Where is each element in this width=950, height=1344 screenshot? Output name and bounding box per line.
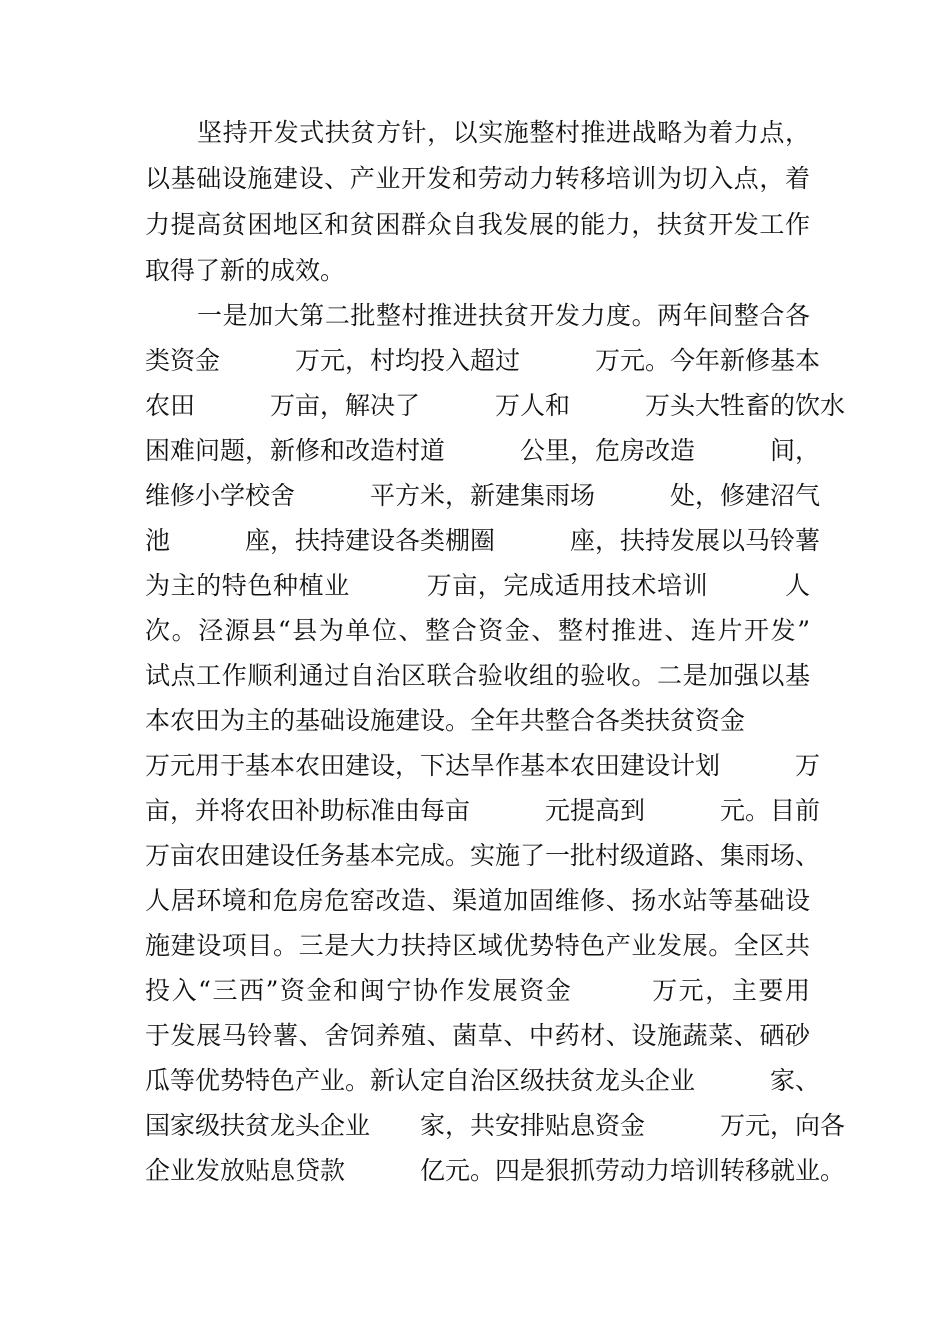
paragraph-line: 为主的特色种植业 万亩，完成适用技术培训 人 — [145, 571, 810, 600]
paragraph-line: 力提高贫困地区和贫困群众自我发展的能力，扶贫开发工作 — [145, 210, 810, 239]
paragraph-line: 企业发放贴息贷款 亿元。四是狠抓劳动力培训转移就业。 — [145, 1156, 846, 1185]
paragraph-line: 困难问题，新修和改造村道 公里，危房改造 间， — [145, 436, 821, 465]
paragraph-line: 人居环境和危房危窑改造、渠道加固维修、扬水站等基础设 — [145, 886, 810, 915]
paragraph-line: 投入“三西”资金和闽宁协作发展资金 万元，主要用 — [145, 976, 810, 1005]
paragraph-line: 类资金 万元，村均投入超过 万元。今年新修基本 — [145, 346, 821, 375]
paragraph-line: 一是加大第二批整村推进扶贫开发力度。两年间整合各 — [197, 301, 810, 330]
paragraph-line: 农田 万亩，解决了 万人和 万头大牲畜的饮水 — [145, 391, 846, 420]
paragraph-line: 次。泾源县“县为单位、整合资金、整村推进、连片开发” — [145, 616, 810, 645]
paragraph-line: 取得了新的成效。 — [145, 256, 346, 285]
paragraph-line: 维修小学校舍 平方米，新建集雨场 处，修建沼气 — [145, 481, 821, 510]
paragraph-line: 本农田为主的基础设施建设。全年共整合各类扶贫资金 — [145, 706, 746, 735]
paragraph-line: 万亩农田建设任务基本完成。实施了一批村级道路、集雨场、 — [145, 841, 821, 870]
paragraph-line: 坚持开发式扶贫方针，以实施整村推进战略为着力点， — [197, 118, 810, 147]
paragraph-line: 施建设项目。三是大力扶持区域优势特色产业发展。全区共 — [145, 931, 810, 960]
paragraph-line: 瓜等优势特色产业。新认定自治区级扶贫龙头企业 家、 — [145, 1066, 821, 1095]
paragraph-line: 试点工作顺利通过自治区联合验收组的验收。二是加强以基 — [145, 661, 810, 690]
paragraph-line: 以基础设施建设、产业开发和劳动力转移培训为切入点，着 — [145, 164, 810, 193]
paragraph-line: 于发展马铃薯、舍饲养殖、菌草、中药材、设施蔬菜、硒砂 — [145, 1021, 810, 1050]
paragraph-line: 亩，并将农田补助标准由每亩 元提高到 元。目前 — [145, 796, 821, 825]
paragraph-line: 万元用于基本农田建设，下达旱作基本农田建设计划 万 — [145, 751, 821, 780]
paragraph-line: 池 座，扶持建设各类棚圈 座，扶持发展以马铃薯 — [145, 526, 821, 555]
paragraph-line: 国家级扶贫龙头企业 家，共安排贴息资金 万元，向各 — [145, 1111, 846, 1140]
